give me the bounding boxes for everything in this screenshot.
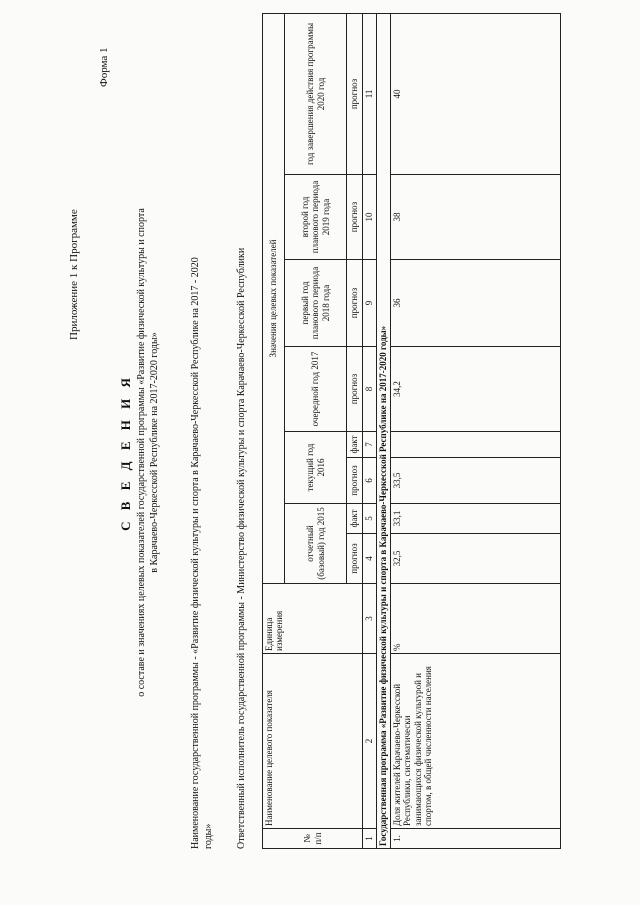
- column-number: 10: [363, 175, 377, 260]
- subheader-cell: прогноз: [347, 175, 363, 260]
- column-number: 5: [363, 504, 377, 534]
- title-line-2: в Карачаево-Черкесской Республике на 2017-2020 годы»: [149, 332, 160, 573]
- document-title: С В Е Д Е Н И Я: [118, 374, 133, 531]
- form-label: Форма 1: [98, 47, 110, 87]
- column-number: 7: [363, 432, 377, 458]
- responsible-executor: Ответственный исполнитель государственной программы - Министерство физической культуры и спорта Карачаево-Черкесской Республики: [236, 247, 247, 849]
- title-line-1: о составе и значениях целевых показателей государственной программы «Развитие физической культуры и спорта: [136, 208, 147, 697]
- column-number: 8: [363, 347, 377, 432]
- value-2019-forecast: 38: [391, 175, 561, 260]
- column-number: 4: [363, 534, 377, 584]
- program-name-line-2: годы»: [203, 823, 214, 849]
- subheader-cell: прогноз: [347, 534, 363, 584]
- value-2017-forecast: 34,2: [391, 347, 561, 432]
- subheader-cell: факт: [347, 432, 363, 458]
- header-num: № п/п: [263, 829, 363, 849]
- subheader-cell: прогноз: [347, 458, 363, 504]
- value-2018-forecast: 36: [391, 260, 561, 347]
- column-number: 3: [363, 584, 377, 654]
- header-unit: Единица измерения: [263, 584, 363, 654]
- row-unit: %: [391, 584, 561, 654]
- appendix-note: Приложение 1 к Программе: [68, 209, 80, 340]
- header-year-2017: очередной год 2017: [285, 347, 347, 432]
- subheader-cell: прогноз: [347, 260, 363, 347]
- section-row: Государственная программа «Развитие физической культуры и спорта в Карачаево-Черкесской Республике на 2017-2020 годы»: [377, 13, 391, 848]
- row-num: 1.: [391, 829, 561, 849]
- header-indicator-name: Наименование целевого показателя: [263, 654, 363, 829]
- subheader-cell: прогноз: [347, 13, 363, 174]
- header-year-2018: первый год планового периода 2018 года: [285, 260, 347, 347]
- column-number: 11: [363, 13, 377, 174]
- subheader-cell: факт: [347, 504, 363, 534]
- value-2015-forecast: 32,5: [391, 534, 561, 584]
- value-2015-fact: 33,1: [391, 504, 561, 534]
- column-number: 2: [363, 654, 377, 829]
- program-name-line-1: Наименование государственной программы - «Развитие физической культуры и спорта в Карачаево-Черкесской Республике на 2017 - 2020: [190, 257, 201, 849]
- indicators-table: [262, 13, 561, 849]
- header-year-2015: отчетный (базовый) год 2015: [285, 504, 347, 584]
- header-year-2016: текущий год 2016: [285, 432, 347, 504]
- column-number: 1: [363, 829, 377, 849]
- header-year-2019: второй год планового периода 2019 года: [285, 175, 347, 260]
- value-2016-fact: [391, 432, 561, 458]
- subheader-cell: прогноз: [347, 347, 363, 432]
- header-year-2020: год завершения действия программы 2020 год: [285, 13, 347, 174]
- value-2016-forecast: 33,5: [391, 458, 561, 504]
- row-indicator-name: Доля жителей Карачаево-Черкесской Республики, систематически занимающихся физической культурой и спортом, в общей численности населения: [391, 654, 561, 829]
- column-number: 6: [363, 458, 377, 504]
- value-2020-forecast: 40: [391, 13, 561, 174]
- header-values: Значения целевых показателей: [263, 13, 285, 583]
- column-number: 9: [363, 260, 377, 347]
